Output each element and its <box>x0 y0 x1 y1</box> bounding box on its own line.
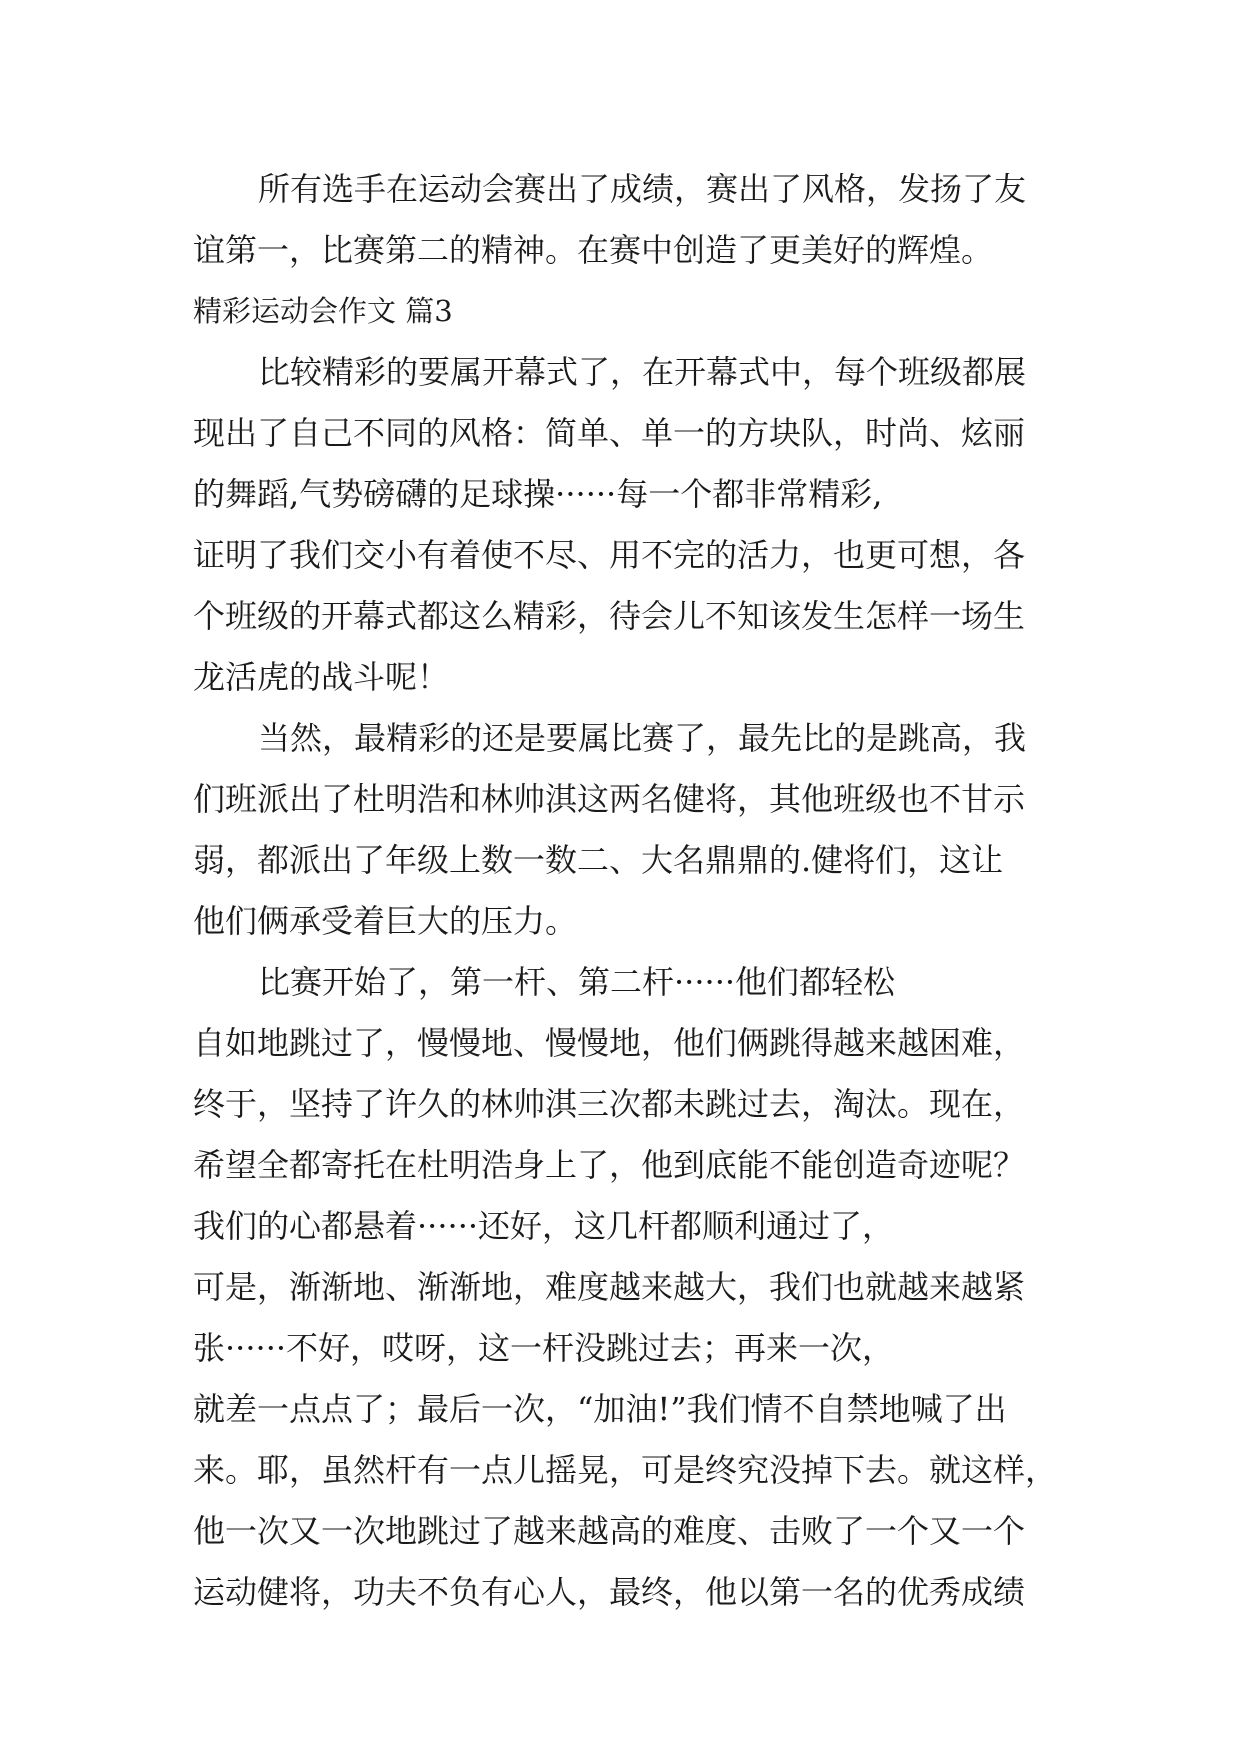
text-line: 运动健将，功夫不负有心人，最终，他以第一名的优秀成绩 <box>193 1573 1026 1611</box>
text-line: 所有选手在运动会赛出了成绩，赛出了风格，发扬了友 <box>258 170 1027 208</box>
text-line: 比赛开始了，第一杆、第二杆······他们都轻松 <box>258 963 896 1001</box>
text-line: 比较精彩的要属开幕式了，在开幕式中，每个班级都展 <box>258 353 1027 391</box>
text-line: 来。耶，虽然杆有一点儿摇晃，可是终究没掉下去。就这样， <box>193 1451 1058 1489</box>
text-line: 弱，都派出了年级上数一数二、大名鼎鼎的.健将们，这让 <box>193 841 1004 879</box>
text-line: 就差一点点了；最后一次，“加油!”我们情不自禁地喊了出 <box>193 1390 1007 1428</box>
text-line: 我们的心都悬着······还好，这几杆都顺利通过了， <box>193 1207 895 1245</box>
text-line: 谊第一，比赛第二的精神。在赛中创造了更美好的辉煌。 <box>193 231 994 269</box>
text-line: 当然，最精彩的还是要属比赛了，最先比的是跳高，我 <box>258 719 1027 757</box>
text-line: 终于，坚持了许久的林帅淇三次都未跳过去，淘汰。现在， <box>193 1085 1026 1123</box>
text-line: 可是，渐渐地、渐渐地，难度越来越大，我们也就越来越紧 <box>193 1268 1026 1306</box>
text-line: 个班级的开幕式都这么精彩，待会儿不知该发生怎样一场生 <box>193 597 1026 635</box>
document-body <box>193 159 1058 1623</box>
text-line: 们班派出了杜明浩和林帅淇这两名健将，其他班级也不甘示 <box>193 780 1026 818</box>
text-line: 龙活虎的战斗呢！ <box>193 658 450 696</box>
text-line: 希望全都寄托在杜明浩身上了，他到底能不能创造奇迹呢？ <box>193 1146 1026 1184</box>
text-line: 他一次又一次地跳过了越来越高的难度、击败了一个又一个 <box>193 1512 1026 1550</box>
text-line: 他们俩承受着巨大的压力。 <box>193 902 578 940</box>
text-line: 自如地跳过了，慢慢地、慢慢地，他们俩跳得越来越困难， <box>193 1024 1026 1062</box>
text-line: 张······不好，哎呀，这一杆没跳过去；再来一次， <box>193 1329 895 1367</box>
text-line: 现出了自己不同的风格：简单、单一的方块队，时尚、炫丽 <box>193 414 1026 452</box>
text-line: 证明了我们交小有着使不尽、用不完的活力，也更可想，各 <box>193 536 1026 574</box>
text-line: 的舞蹈,气势磅礴的足球操······每一个都非常精彩, <box>193 475 883 513</box>
section-heading: 精彩运动会作文 篇3 <box>193 294 453 328</box>
